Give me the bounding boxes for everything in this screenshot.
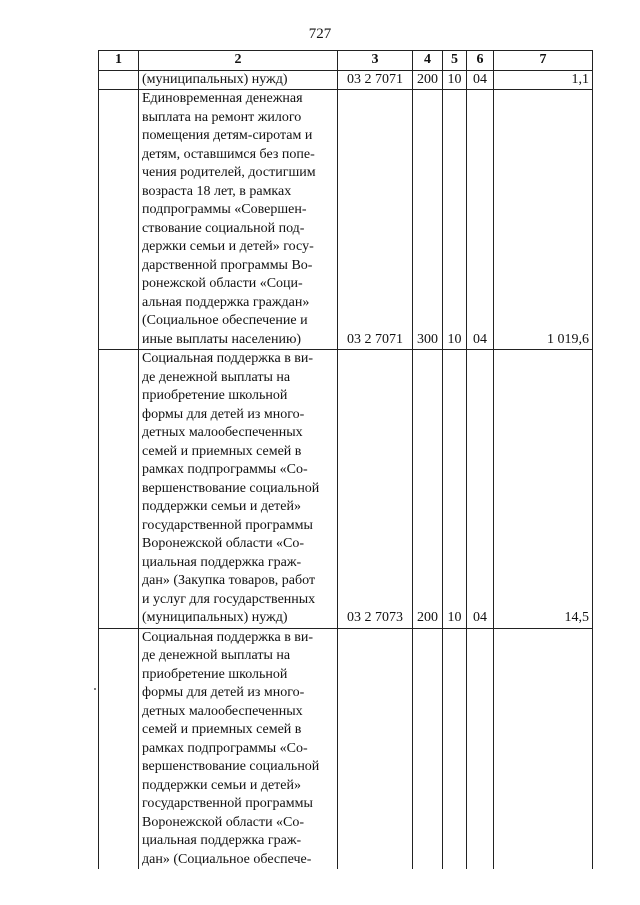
header-col-1: 1 (99, 51, 139, 71)
description-line: Воронежской области «Со- (142, 814, 305, 830)
cell-amount: 1,1 (494, 70, 593, 90)
description-line: дан» (Социальное обеспече- (142, 851, 312, 867)
description-line: (муниципальных) нужд) (142, 610, 288, 625)
header-row (99, 51, 593, 71)
table-row (99, 350, 593, 629)
cell-subsection (467, 628, 494, 869)
description-line: (Социальное обеспечение и (142, 313, 308, 328)
description-line: ронежской области «Соци- (142, 276, 303, 291)
cell-subsection: 04 (467, 70, 494, 90)
table-row (99, 90, 593, 350)
cell-number (99, 628, 139, 869)
cell-subsection: 04 (467, 90, 494, 350)
table-body (99, 70, 593, 869)
description-line: приобретение школьной (142, 666, 288, 682)
description-line: детных малообеспеченных (142, 703, 303, 719)
description-line: поддержки семьи и детей» (142, 499, 302, 514)
description-line: государственной программы (142, 796, 313, 811)
cell-section (443, 628, 467, 869)
cell-code (338, 628, 413, 869)
cell-expense-type: 300 (413, 90, 443, 350)
cell-section: 10 (443, 350, 467, 629)
header-col-4: 4 (413, 51, 443, 71)
cell-amount (494, 628, 593, 869)
description-line: Социальная поддержка в ви- (142, 351, 314, 366)
page-number: 727 (308, 26, 332, 42)
description-line: иные выплаты населению) (142, 331, 302, 347)
description-line: (муниципальных) нужд) (142, 71, 288, 87)
cell-section: 10 (443, 70, 467, 90)
description-line: вершенствование социальной (142, 480, 320, 496)
description-line: циальная поддержка граж- (142, 833, 302, 848)
description-line: приобретение школьной (142, 388, 288, 403)
description-line: альная поддержка граждан» (142, 294, 310, 310)
description-line: формы для детей из много- (142, 685, 305, 700)
description-line: детям, оставшимся без попе- (142, 146, 315, 162)
header-col-2: 2 (139, 51, 338, 71)
description-line: держки семьи и детей» госу- (142, 239, 314, 254)
cell-code: 03 2 7071 (338, 70, 413, 90)
cell-expense-type: 200 (413, 350, 443, 629)
description-line: семей и приемных семей в (142, 722, 302, 737)
cell-description (139, 90, 338, 350)
cell-description (139, 350, 338, 629)
stray-mark (94, 688, 96, 690)
description-line: дарственной программы Во- (142, 257, 313, 273)
cell-code: 03 2 7073 (338, 350, 413, 629)
description-line: ствование социальной под- (142, 220, 305, 236)
description-line: семей и приемных семей в (142, 443, 302, 459)
description-line: де денежной выплаты на (142, 369, 291, 385)
description-line: поддержки семьи и детей» (142, 777, 302, 793)
table-row (99, 70, 593, 90)
cell-expense-type (413, 628, 443, 869)
header-col-5: 5 (443, 51, 467, 71)
cell-expense-type: 200 (413, 70, 443, 90)
cell-description (139, 628, 338, 869)
cell-description (139, 70, 338, 90)
description-line: чения родителей, достигшим (142, 165, 316, 180)
description-line: государственной программы (142, 517, 313, 533)
description-line: рамках подпрограммы «Со- (142, 462, 308, 477)
description-line: и услуг для государственных (142, 591, 316, 607)
description-line: формы для детей из много- (142, 406, 305, 422)
description-line: возраста 18 лет, в рамках (142, 183, 292, 199)
description-line: Воронежской области «Со- (142, 536, 305, 551)
cell-code: 03 2 7071 (338, 90, 413, 350)
cell-subsection: 04 (467, 350, 494, 629)
description-line: Социальная поддержка в ви- (142, 629, 314, 645)
cell-amount: 14,5 (494, 350, 593, 629)
cell-number (99, 90, 139, 350)
cell-amount: 1 019,6 (494, 90, 593, 350)
cell-section: 10 (443, 90, 467, 350)
description-line: рамках подпрограммы «Со- (142, 740, 308, 756)
cell-number (99, 350, 139, 629)
description-line: выплата на ремонт жилого (142, 109, 302, 125)
budget-table (98, 50, 593, 869)
description-line: Единовременная денежная (142, 91, 303, 106)
header-col-7: 7 (494, 51, 593, 71)
description-line: дан» (Закупка товаров, работ (142, 573, 316, 588)
description-line: вершенствование социальной (142, 759, 320, 774)
description-line: циальная поддержка граж- (142, 554, 302, 570)
header-col-3: 3 (338, 51, 413, 71)
table-row (99, 628, 593, 869)
description-line: де денежной выплаты на (142, 648, 291, 663)
cell-number (99, 70, 139, 90)
description-line: детных малообеспеченных (142, 425, 303, 440)
description-line: помещения детям-сиротам и (142, 128, 313, 143)
description-line: подпрограммы «Совершен- (142, 202, 307, 217)
header-col-6: 6 (467, 51, 494, 71)
